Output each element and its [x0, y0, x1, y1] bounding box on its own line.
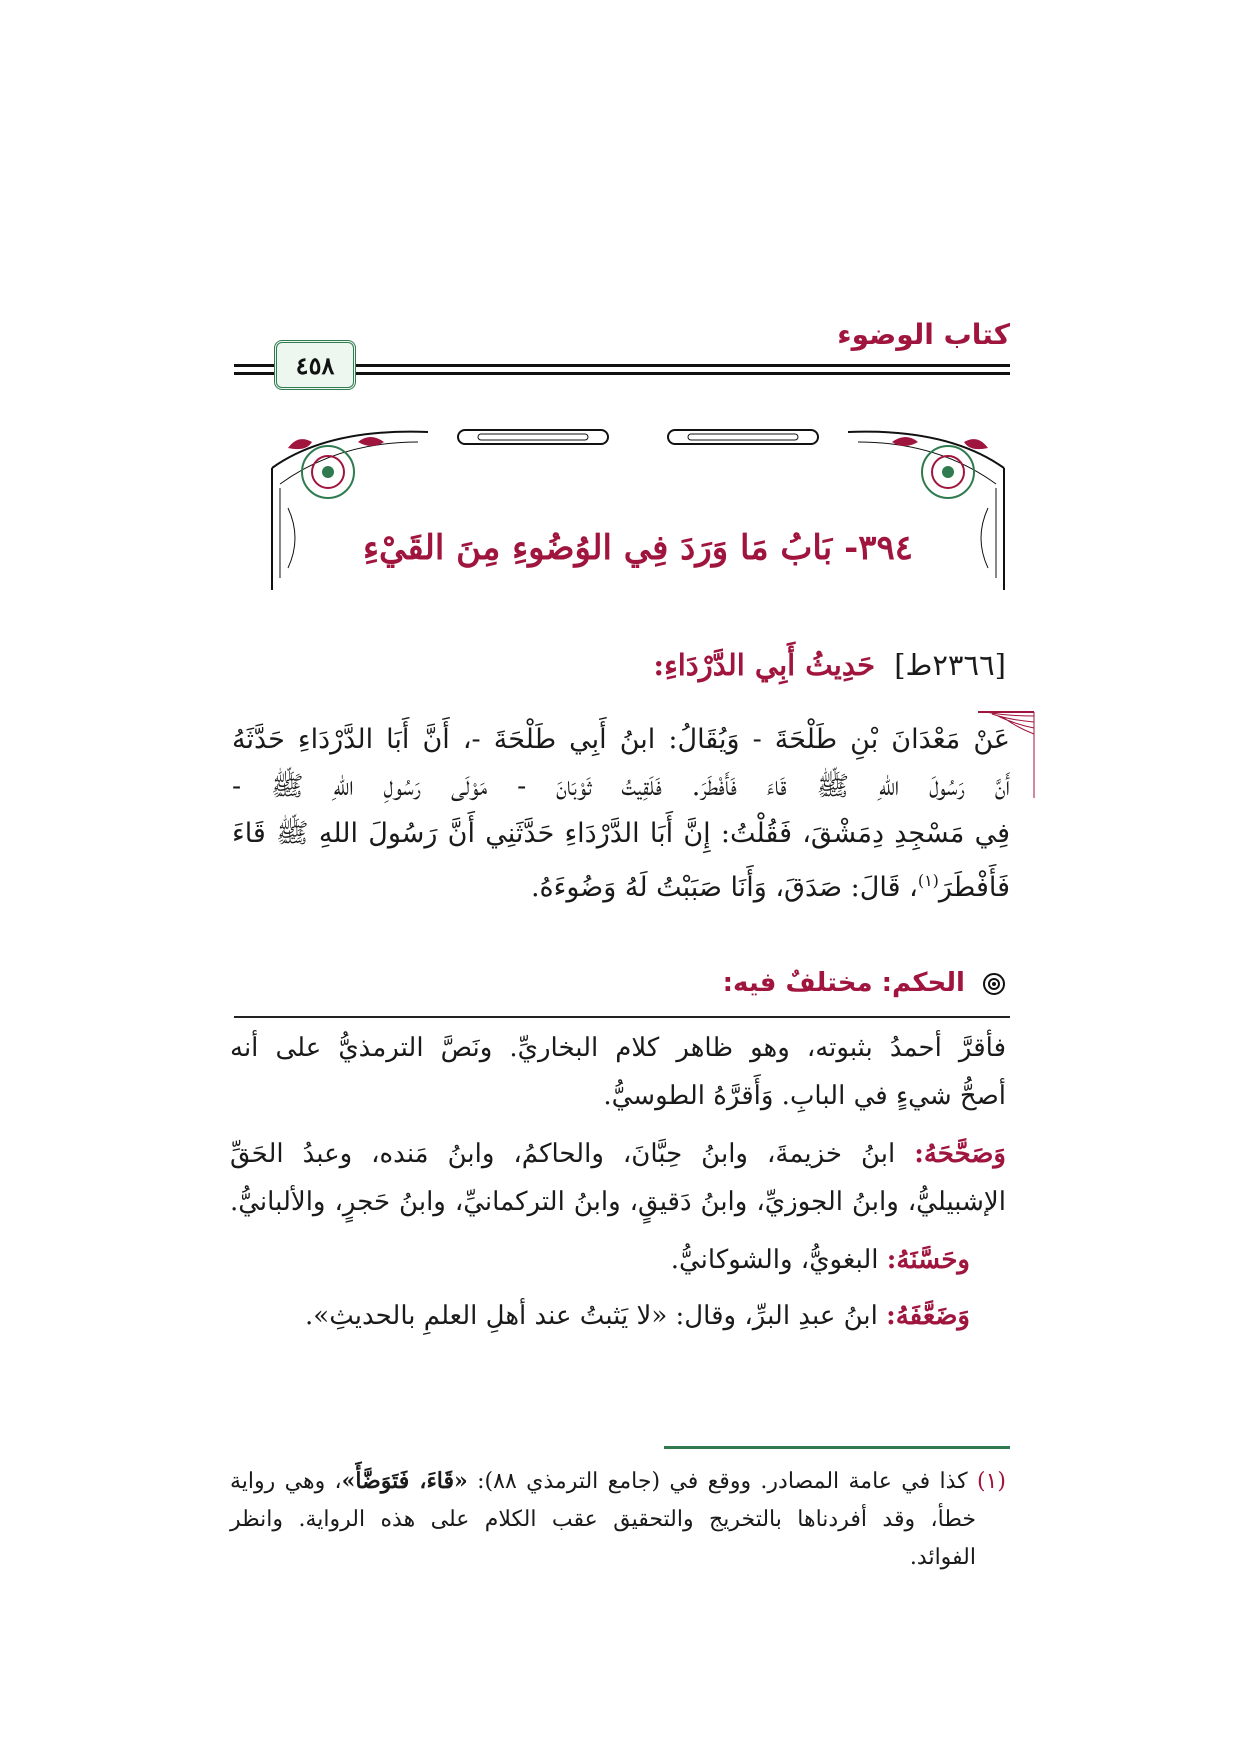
book-title: كتاب الوضوء	[837, 318, 1010, 351]
footnote-divider	[664, 1446, 1010, 1449]
paragraph-1	[230, 1024, 1006, 1120]
paragraph-1-line-1: فأقرَّ أحمدُ بثبوته، وهو ظاهر كلام البخاريِّ. ونَصَّ الترمذيُّ على أنه	[230, 1033, 1006, 1063]
sahhahahu-label: وَصَحَّحَهُ:	[914, 1139, 1006, 1169]
paragraph-2-line-1	[230, 1130, 1006, 1178]
page-number: ٤٥٨	[274, 340, 356, 390]
paragraph-2-line-2: الإشبيليُّ، وابنُ الجوزيِّ، وابنُ دَقيقٍ، وابنُ التركمانيِّ، وابنُ حَجرٍ، والألبانيُّ.	[230, 1187, 1006, 1217]
chapter-frame	[268, 428, 1008, 594]
ruling-divider	[234, 1016, 1010, 1018]
flower-bullet-icon	[982, 972, 1006, 996]
footnote-ref[interactable]: (١)	[917, 871, 939, 890]
paragraph-4	[230, 1292, 1006, 1340]
hadith-narrator: حَدِيثُ أَبِي الدَّرْدَاءِ:	[653, 648, 875, 682]
corner-ornament-icon	[976, 710, 1036, 800]
hadith-line-1: عَنْ مَعْدَانَ بْنِ طَلْحَةَ - وَيُقَالُ: ابنُ أَبِي طَلْحَةَ -، أَنَّ أَبَا الدَّرْدَاءِ حَدَّثَهُ	[232, 724, 1010, 755]
paragraph-2-line-1-text: ابنُ خزيمةَ، وابنُ حِبَّانَ، والحاكمُ، وابنُ مَنده، وعبدُ الحَقِّ	[230, 1139, 896, 1169]
footnote-line-1	[230, 1462, 1006, 1501]
paragraph-3	[230, 1236, 1006, 1284]
footnote-quote: «قَاءَ، فَتَوَضَّأَ»	[341, 1468, 468, 1494]
hadith-text	[232, 716, 1010, 911]
hadith-line-2: أَنَّ رَسُولَ اللهِ ﷺ قَاءَ فَأَفْطَرَ. فَلَقِيتُ ثَوْبَانَ - مَوْلَى رَسُولِ اللهِ ﷺ -	[232, 771, 1010, 802]
footnote-line-1-a: كذا في عامة المصادر. ووقع في (جامع الترمذي ٨٨):	[477, 1469, 968, 1494]
ruling-value: مختلفٌ فيه:	[722, 968, 873, 998]
daafahu-label: وَضَعَّفَهُ:	[886, 1301, 970, 1331]
hadith-line-4	[232, 857, 1010, 911]
running-header	[234, 318, 1010, 398]
hassanahu-label: وحَسَّنَهُ:	[886, 1245, 970, 1275]
paragraph-3-text: البغويُّ، والشوكانيُّ.	[670, 1245, 879, 1275]
ruling-line	[723, 968, 1006, 998]
footnote-number: (١)	[977, 1469, 1007, 1494]
paragraph-2	[230, 1130, 1006, 1226]
hadith-line-4-start: فَأَفْطَرَ	[938, 872, 1010, 903]
hadith-line-3: فِي مَسْجِدِ دِمَشْقَ، فَقُلْتُ: إِنَّ أَبَا الدَّرْدَاءِ حَدَّثَنِي أَنَّ رَسُولَ اللهِ ﷺ قَاءَ	[232, 818, 1010, 849]
ruling-label: الحكم:	[881, 968, 965, 998]
ornament-frame-icon	[268, 428, 1008, 594]
footnote-line-2: خطأ، وقد أفردناها بالتخريج والتحقيق عقب الكلام على هذه الرواية. وانظر	[230, 1507, 976, 1532]
paragraph-4-text: ابنُ عبدِ البرِّ، وقال: «لا يَثبتُ عند أهلِ العلمِ بالحديثِ».	[305, 1301, 878, 1331]
paragraph-1-line-2: أصحُّ شيءٍ في البابِ. وَأَقرَّهُ الطوسيُّ.	[603, 1081, 1006, 1111]
footnote-line-1-b: ، وهي رواية	[230, 1469, 342, 1494]
chapter-title: ٣٩٤- بَابُ مَا وَرَدَ فِي الوُضُوءِ مِنَ القَيْءِ	[363, 528, 913, 568]
hadith-heading	[653, 648, 1006, 682]
hadith-ref: [٢٣٦٦ط]	[894, 648, 1006, 682]
footnote-line-3: الفوائد.	[909, 1545, 976, 1570]
hadith-line-4-end: ، قَالَ: صَدَقَ، وَأَنَا صَبَبْتُ لَهُ وَضُوءَهُ.	[530, 872, 918, 903]
footnotes	[230, 1462, 1006, 1577]
